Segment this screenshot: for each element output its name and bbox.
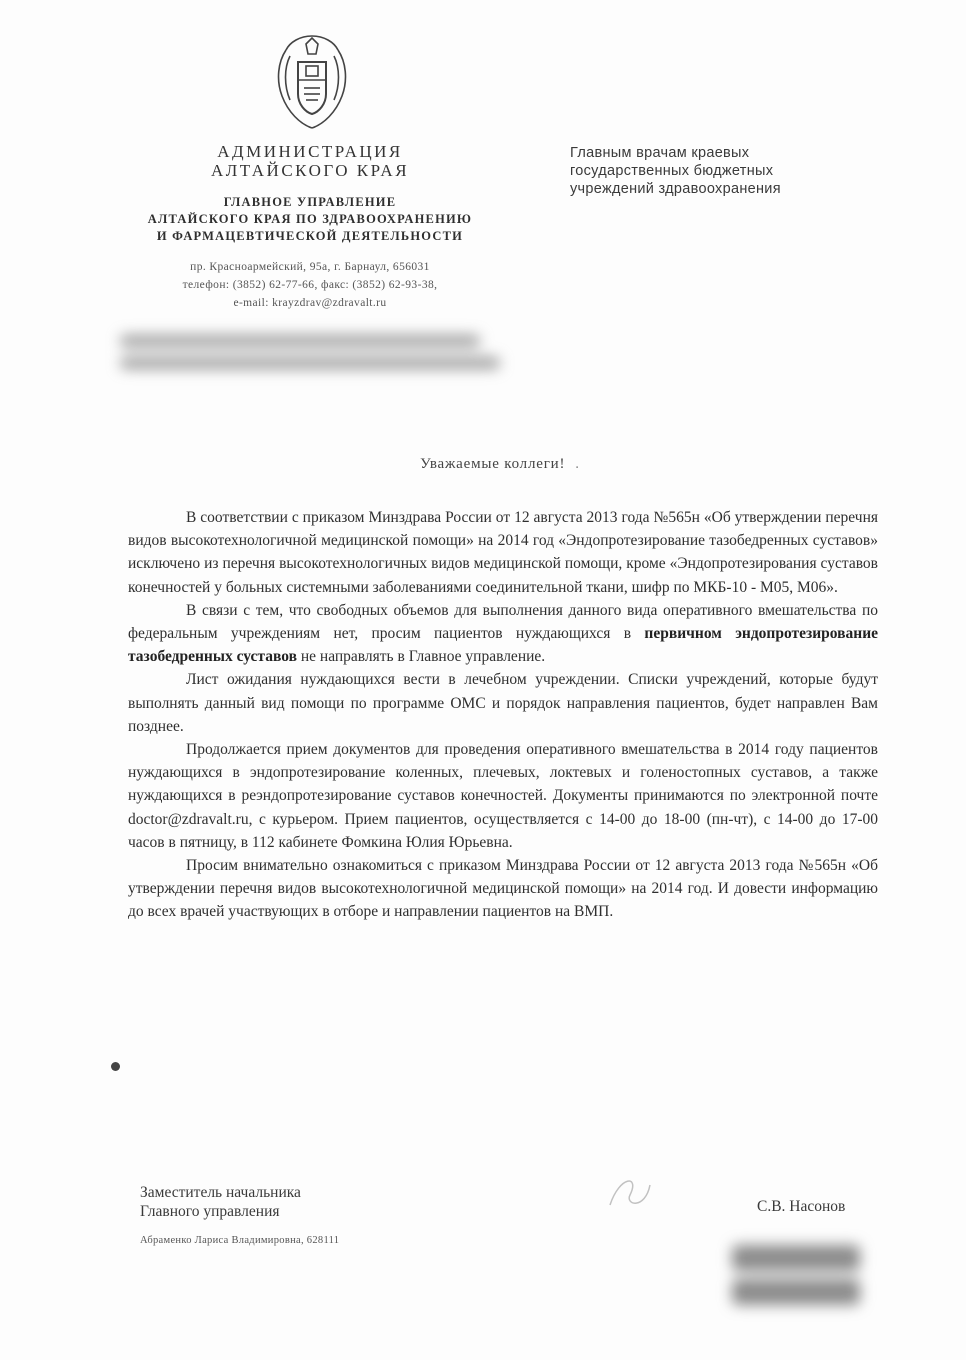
phone-fax: телефон: (3852) 62-77-66, факс: (3852) 62-93-38,	[182, 279, 438, 291]
department-line3: И ФАРМАЦЕВТИЧЕСКОЙ ДЕЯТЕЛЬНОСТИ	[156, 229, 464, 243]
paragraph-1: В соответствии с приказом Минздрава России от 12 августа 2013 года №565н «Об утверждении перечня видов высокотехнологичной медицинской помощи» на 2014 год «Эндопротезирование тазобедренных суставов» исключено из перечня высокотехнологичных видов медицинской помощи, кроме «Эндопротезирования суставов конечностей у больных системными заболеваниями соединительной ткани, шифр по МКБ-10 - М05, М06».	[128, 509, 878, 596]
recipient-line1: Главным врачам краевых	[570, 145, 750, 161]
bullet-dot-icon	[111, 1062, 120, 1071]
paragraph-2-bold: первичном эндопротезирование тазобедренных суставов	[128, 625, 879, 666]
recipient-block	[570, 144, 870, 198]
redacted-stamp	[732, 1245, 860, 1333]
signatory-block	[140, 1183, 560, 1250]
paragraph-5: Просим внимательно ознакомиться с приказом Минздрава России от 12 августа 2013 года №565н «Об утверждении перечня видов высокотехнологичной медицинской помощи» на 2014 год. И довести информацию до всех врачей участвующих в отборе и направлении пациентов на ВМП.	[128, 857, 878, 921]
executor-info: Абраменко Лариса Владимировна, 628111	[140, 1235, 340, 1246]
position-line1: Заместитель начальника	[140, 1184, 301, 1201]
signer-name: С.В. Насонов	[757, 1198, 846, 1215]
letter-body	[128, 506, 878, 924]
department-line2: АЛТАЙСКОГО КРАЯ ПО ЗДРАВООХРАНЕНИЮ	[147, 212, 473, 226]
paragraph-4: Продолжается прием документов для проведения оперативного вмешательства в 2014 году пациентов нуждающихся в эндопротезирование коленных, плечевых, локтевых и голеностопных суставов, а также нуждающихся в реэндопротезирование суставов конечностей. Документы принимаются по электронной почте doctor@zdravalt.ru, с курьером. Прием пациентов, осуществляется с 14-00 до 18-00 (пн-чт), с 14-00 до 17-00 часов в пятницу, в 112 кабинете Фомкина Юлия Юрьевна.	[128, 741, 878, 851]
department-name	[110, 194, 510, 245]
org-name-line2: АЛТАЙСКОГО КРАЯ	[210, 161, 410, 180]
paragraph-3: Лист ожидания нуждающихся вести в лечебном учреждении. Списки учреждений, которые будут выполнять данный вид помощи по программе ОМС и порядок направления пациентов, будет направлен Вам позднее.	[128, 671, 878, 735]
recipient-line3: учреждений здравоохранения	[570, 181, 781, 197]
salutation-text: Уважаемые коллеги!	[420, 456, 566, 472]
contact-info	[110, 258, 510, 312]
paragraph-2-text-a: В связи с тем, что свободных объемов для выполнения данного вида оперативного вмешательства по федеральным учреждениям нет, просим пациентов нуждающихся в	[128, 601, 878, 643]
email: e-mail: krayzdrav@zdravalt.ru	[233, 297, 387, 309]
department-line1: ГЛАВНОЕ УПРАВЛЕНИЕ	[223, 195, 397, 209]
paragraph-2-text-b: не направлять в Главное управление.	[296, 648, 546, 666]
org-name-line1: АДМИНИСТРАЦИЯ	[217, 142, 403, 161]
salutation: Уважаемые коллеги! .	[420, 456, 580, 472]
paragraph-2	[128, 599, 878, 669]
address: пр. Красноармейский, 95а, г. Барнаул, 656031	[190, 261, 430, 273]
signature-mark-icon	[600, 1165, 660, 1225]
recipient-line2: государственных бюджетных	[570, 163, 774, 179]
coat-of-arms-icon	[270, 32, 354, 132]
letterhead	[110, 142, 510, 312]
position-line2: Главного управления	[140, 1203, 280, 1220]
redacted-reference	[120, 335, 500, 391]
